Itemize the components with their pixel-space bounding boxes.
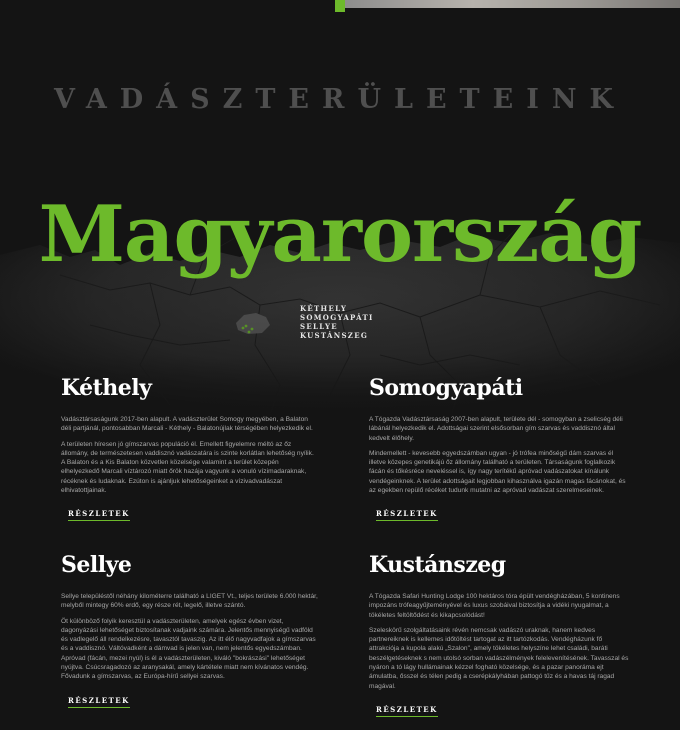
location-item: KÉTHELY — [300, 304, 348, 313]
card-title: Kéthely — [61, 375, 152, 401]
card-paragraph: Öt különböző folyik keresztül a vadászterületen, amelyek egész évben vizet, dagonyázási lehetőséget biztosítanak vadjaink számára. Jelentős mennyiségű vadföld és vadlegelő áll rendelkezésre, tavasztól tavaszig. Az itt élő nagyvadfajok a gímszarvas és a vaddisznó. Váltóvadként a dámvad is jelen van, nem jelentős egyedszámban. Apróvad (fácán, mezei nyúl) is él a vadászterületen, kiváló "bokrászási" lehetőséget nyújtva. Csúcsragadozó az aranysakál, amely kártétele miatt nem kívánatos vendég. Fővadunk a gímszarvas, az Európa-hírű sellyei szarvas. — [61, 617, 316, 681]
location-list — [300, 304, 374, 340]
hero-image-strip — [335, 0, 680, 8]
location-item: SELLYE — [300, 322, 338, 331]
card-paragraph: Sellye településtől néhány kilométerre található a LIGET Vt., teljes területe 6.000 hektár, melyből mintegy 60% erdő, egy része rét, legelő, illetve szántó. — [61, 593, 318, 610]
card-kethely — [61, 375, 319, 521]
location-item: KUSTÁNSZEG — [300, 331, 369, 340]
card-sellye — [61, 552, 319, 708]
card-kustanszeg — [369, 552, 629, 717]
card-paragraph: Vadásztársaságunk 2017-ben alapult. A vadászterület Somogy megyében, a Balaton déli partjánál, pontosabban Marcali - Kéthely - Balatonújlak térségében helyezkedik el. — [61, 416, 313, 433]
card-paragraph: A Tógazda Vadásztársaság 2007-ben alapult, területe dél - somogyban a zselicség déli lábánál helyezkedik el. Adottságai szerint elsősorban gím szarvas és vaddisznó által kedvelt élőhely. — [369, 416, 623, 442]
card-title: Somogyapáti — [369, 375, 523, 401]
details-link[interactable]: RÉSZLETEK — [68, 696, 130, 708]
card-title: Sellye — [61, 552, 132, 578]
details-link[interactable]: RÉSZLETEK — [68, 509, 130, 521]
country-title: Magyarország — [38, 189, 642, 280]
card-paragraph: Mindemellett - kevesebb egyedszámban ugyan - jó trófea minőségű dám szarvas él illetve közepes genetikájú őz állomány található a területen. Társaságunk foglalkozik fácán és tőkésréce neveléssel is, így nagy terítékű apróvad vadászatokat kínálunk vendégeinknek. A terület adottságait legjobban kihasználva igazán magas fácánokat, és az egekben repülő récéket tudunk mutatni az apróvad vadászat szerelmeseinek. — [369, 449, 626, 495]
card-title: Kustánszeg — [369, 552, 506, 578]
card-paragraph: A Tógazda Safari Hunting Lodge 100 hektáros tóra épült vendégházában, 5 kontinens impozáns trófeagyűjteményével és luxus szobáival biztosítja a vidéki nyugalmat, a tökéletes feltöltődést és kikapcsolódást! — [369, 593, 620, 619]
card-paragraph: Szeleskörű szolgáltatásaink révén nemcsak vadászó uraknak, hanem kedves partnereiknek is kellemes időtöltést tartogat az itt tartózkodás. Vendégházunk fő attrakciója a kupola alakú „Szalon", amely tökéletes helyszíne lehet családi, baráti beszélgetéseknek s nem utolsó sorban vadászélmények felelevenítésének. Tavasszal és nyáron a tó lágy hullámainak kézzel fogható közelsége, és a pazar panoráma ejt ámulatba, ősszel és télen pedig a cserépkályhában pattogó tűz és a havas táj ragad magával. — [369, 626, 629, 690]
card-paragraph: A területen híresen jó gímszarvas populáció él. Emellett figyelemre méltó az őz állomány, de természetesen vaddisznó vadászatára is szinte korlátlan lehetőség nyílik. A Balaton és a Kis Balaton közvetlen közelsége valamint a terület közepén elhelyezkedő Marcali víztározó miatt őrök hazája vagyunk a vonuló vízimadaraknak, récéknek és ludaknak. Ezúton is ajánljuk lehetőségeinket a vízivadvadászat elhivatottjainak. — [61, 440, 314, 495]
section-title: VADÁSZTERÜLETEINK — [53, 84, 627, 115]
card-somogyapati — [369, 375, 629, 521]
location-item: SOMOGYAPÁTI — [300, 313, 374, 322]
details-link[interactable]: RÉSZLETEK — [376, 705, 438, 717]
accent-square — [335, 0, 345, 12]
details-link[interactable]: RÉSZLETEK — [376, 509, 438, 521]
